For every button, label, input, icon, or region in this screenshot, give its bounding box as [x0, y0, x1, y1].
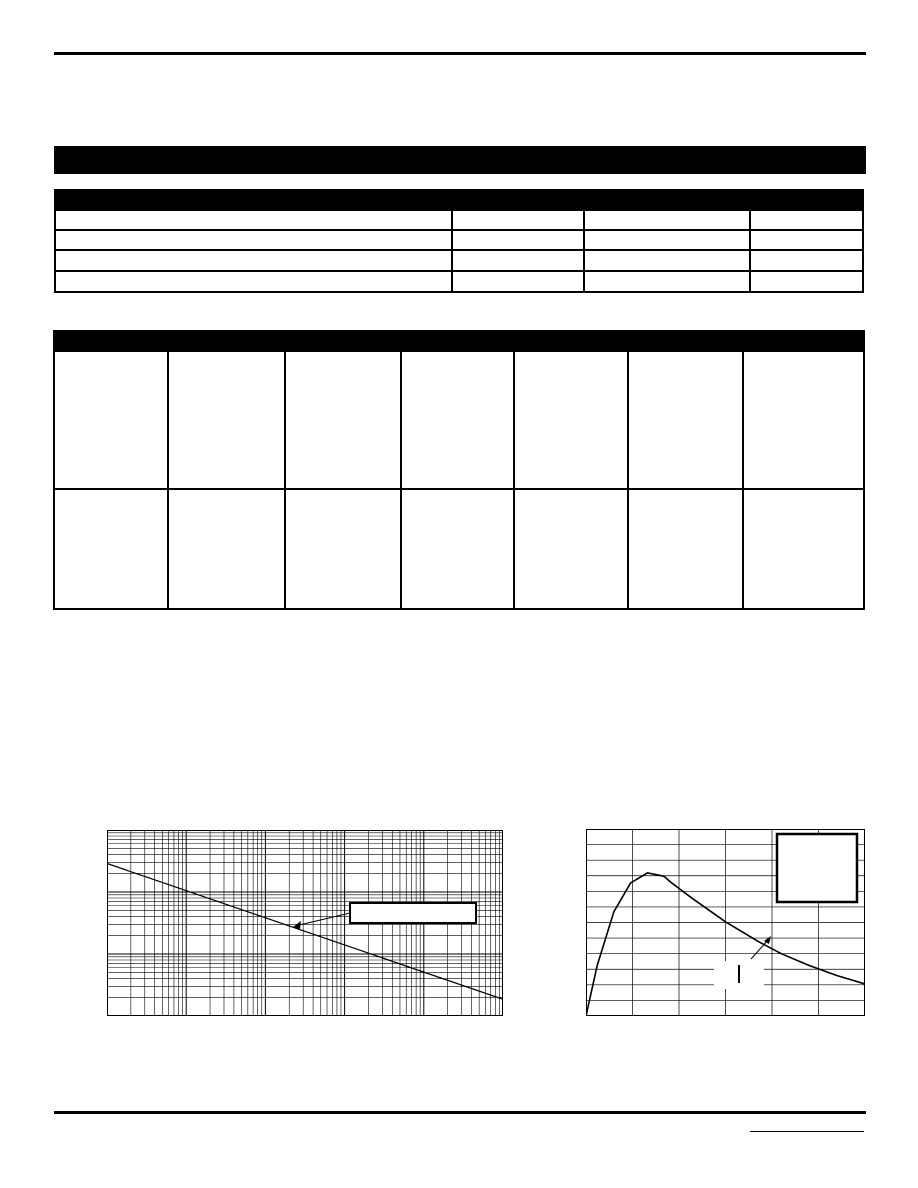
table-2-col-divider: [627, 352, 629, 608]
table-2-header: [55, 332, 863, 352]
table-1-col-divider: [451, 211, 453, 291]
footer-link-underline[interactable]: [750, 1131, 864, 1132]
bottom-rule: [54, 1111, 866, 1114]
table-1-row-divider: [56, 249, 862, 251]
table-1-col-divider: [749, 211, 751, 291]
table-1: [54, 189, 864, 293]
chart-1: [107, 830, 503, 1016]
table-1-col-divider: [583, 211, 585, 291]
table-2-col-divider: [167, 352, 169, 608]
table-1-header: [56, 191, 862, 211]
chart-1-legend-box: [350, 903, 476, 923]
table-1-row-divider: [56, 270, 862, 272]
chart-2-legend-box: [777, 834, 857, 902]
table-2-col-divider: [513, 352, 515, 608]
section-bar: [54, 146, 866, 174]
table-2-col-divider: [284, 352, 286, 608]
chart-2-svg: [586, 829, 865, 1016]
table-1-row-divider: [56, 229, 862, 231]
chart-1-svg: [107, 830, 503, 1016]
top-rule: [54, 52, 866, 55]
table-2-col-divider: [400, 352, 402, 608]
table-2: [53, 330, 865, 610]
table-2-col-divider: [742, 352, 744, 608]
chart-2: [586, 829, 865, 1016]
